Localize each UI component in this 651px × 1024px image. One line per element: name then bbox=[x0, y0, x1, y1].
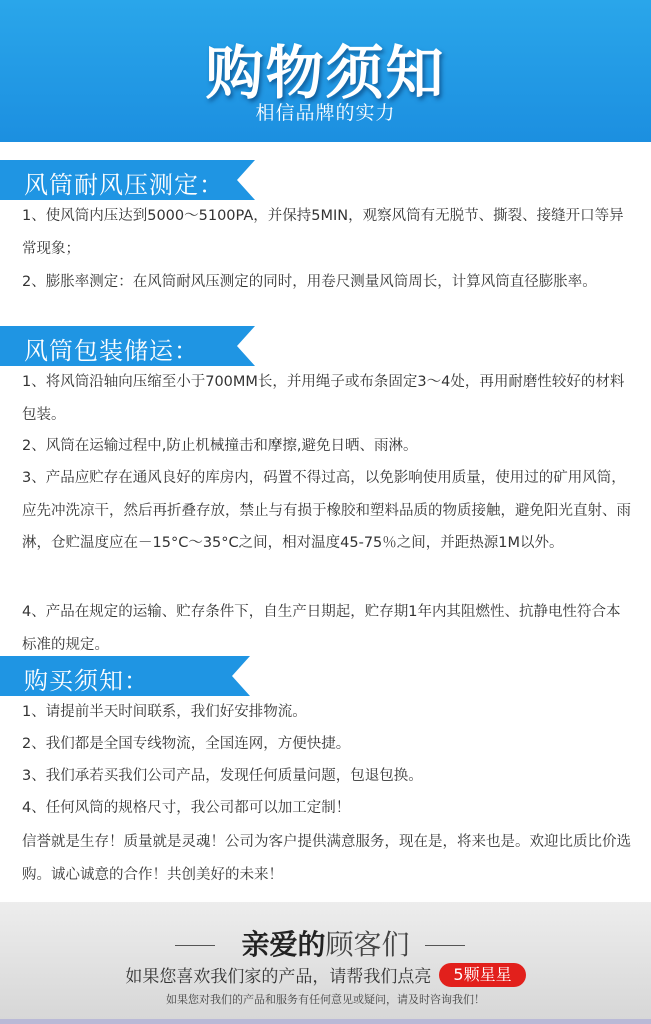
section-heading-purchase bbox=[0, 656, 260, 696]
paragraph: 1、使风筒内压达到5000～5100PA，并保持5MIN，观察风筒有无脱节、撕裂、接缝开口等异常现象； bbox=[22, 208, 624, 257]
paragraph: 3、我们承若买我们公司产品，发现任何质量问题，包退包换。 bbox=[22, 768, 423, 784]
paragraph: 2、风筒在运输过程中,防止机械撞击和摩擦,避免日晒、雨淋。 bbox=[22, 438, 418, 454]
footer-title bbox=[0, 923, 651, 963]
footer-note: 如果您对我们的产品和服务有任何意见或疑问，请及时咨询我们！ bbox=[166, 993, 485, 1006]
paragraph: 2、膨胀率测定：在风筒耐风压测定的同时，用卷尺测量风筒周长，计算风筒直径膨胀率。 bbox=[22, 274, 597, 290]
section-heading-label: 风筒耐风压测定： bbox=[24, 171, 224, 199]
footer-title-rest: 顾客们 bbox=[325, 928, 410, 961]
section-heading-label: 购买须知： bbox=[24, 667, 149, 695]
footer-title-emphasis: 亲爱的 bbox=[241, 928, 326, 961]
stars-badge: 5颗星星 bbox=[439, 963, 525, 987]
paragraph: 1、将风筒沿轴向压缩至小于700MM长，并用绳子或布条固定3～4处，再用耐磨性较好的材料包装。 bbox=[22, 374, 625, 423]
page-title: 购物须知 bbox=[205, 39, 446, 107]
header-banner bbox=[0, 0, 651, 142]
paragraph: 信誉就是生存！质量就是灵魂！公司为客户提供满意服务，现在是，将来也是。欢迎比质比价选购。诚心诚意的合作！共创美好的未来！ bbox=[22, 834, 631, 883]
paragraph: 3、产品应贮存在通风良好的库房内，码置不得过高，以免影响使用质量，使用过的矿用风筒，应先冲洗凉干，然后再折叠存放，禁止与有损于橡胶和塑料品质的物质接触，避免阳光直射、雨淋，仓贮温度应在－15°C～35°C之间，相对温度45-75％之间，并距热源1M以外。 bbox=[22, 470, 631, 551]
page-subtitle: 相信品牌的实力 bbox=[255, 102, 396, 124]
bottom-strip bbox=[0, 1019, 651, 1024]
section-heading-wind-pressure bbox=[0, 160, 260, 200]
section-heading-packaging bbox=[0, 326, 260, 366]
section-heading-label: 风筒包装储运： bbox=[24, 337, 199, 365]
paragraph: 4、产品在规定的运输、贮存条件下，自生产日期起，贮存期1年内其阻燃性、抗静电性符合本标准的规定。 bbox=[22, 604, 621, 653]
paragraph: 4、任何风筒的规格尺寸，我公司都可以加工定制！ bbox=[22, 800, 351, 816]
footer-request-row bbox=[0, 962, 651, 988]
paragraph: 2、我们都是全国专线物流，全国连网，方便快捷。 bbox=[22, 736, 351, 752]
paragraph: 1、请提前半天时间联系，我们好安排物流。 bbox=[22, 704, 307, 720]
footer-request-text: 如果您喜欢我们家的产品，请帮我们点亮 bbox=[125, 967, 432, 987]
